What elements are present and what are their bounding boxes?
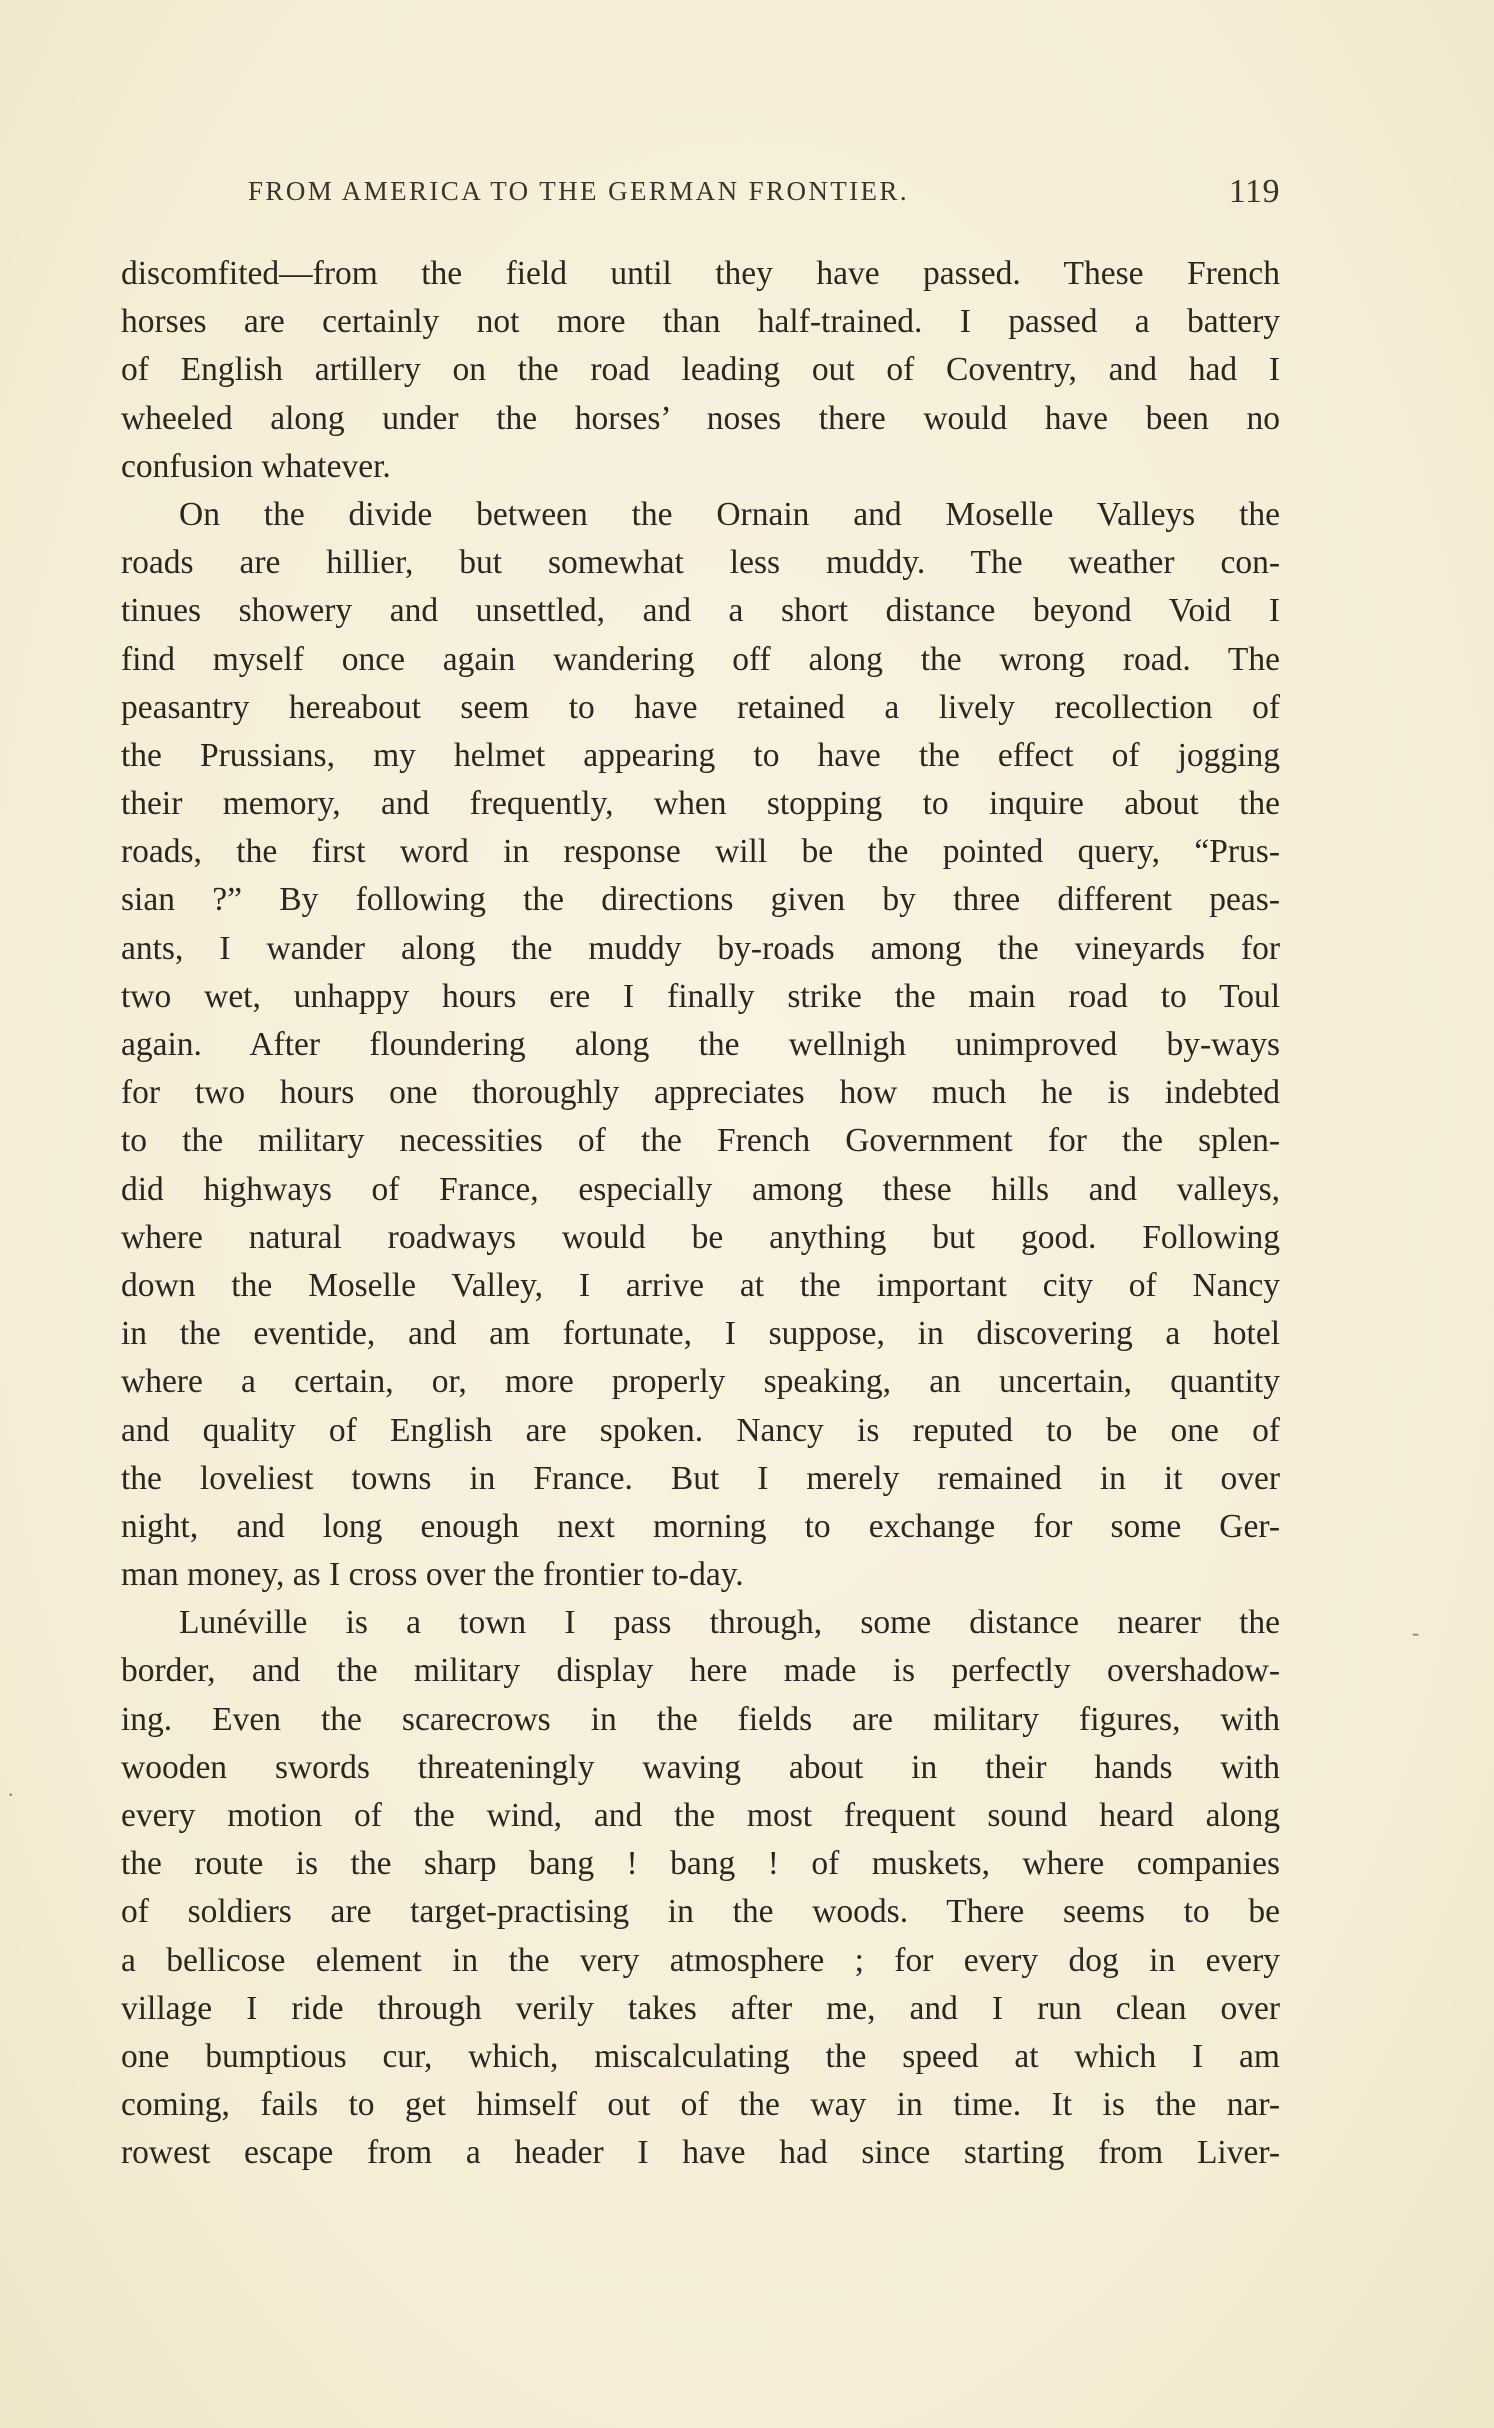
text-line: in the eventide, and am fortunate, I suppose, in discovering a hotel [121, 1315, 1280, 1353]
margin-speck: . [8, 1776, 14, 1801]
text-line: night, and long enough next morning to exchange for some Ger- [121, 1507, 1280, 1545]
text-line: ing. Even the scarecrows in the fields are military figures, with [121, 1700, 1280, 1738]
text-line: On the divide between the Ornain and Moselle Valleys the [179, 495, 1280, 533]
text-line: man money, as I cross over the frontier to-day. [121, 1556, 744, 1594]
text-line: horses are certainly not more than half-trained. I passed a battery [121, 303, 1280, 341]
text-line: of soldiers are target-practising in the woods. There seems to be [121, 1893, 1280, 1931]
page-number: 119 [1228, 173, 1280, 210]
text-line: every motion of the wind, and the most frequent sound heard along [121, 1797, 1280, 1834]
text-line: again. After floundering along the wellnigh unimproved by-ways [121, 1026, 1280, 1063]
text-line: discomfited—from the field until they have passed. These French [121, 255, 1280, 292]
text-line: village I ride through verily takes after me, and I run clean over [121, 1989, 1280, 2027]
text-line: sian ?” By following the directions given by three different peas- [121, 881, 1280, 919]
text-line: confusion whatever. [121, 447, 391, 485]
text-line: the loveliest towns in France. But I merely remained in it over [121, 1459, 1280, 1497]
text-line: the Prussians, my helmet appearing to have the effect of jogging [121, 736, 1280, 774]
text-line: coming, fails to get himself out of the way in time. It is the nar- [121, 2086, 1280, 2124]
text-line: wheeled along under the horses’ noses there would have been no [121, 399, 1280, 437]
text-line: tinues showery and unsettled, and a short distance beyond Void I [121, 592, 1280, 630]
body-text [121, 250, 1280, 2178]
text-line: where natural roadways would be anything but good. Following [121, 1218, 1280, 1256]
text-line: the route is the sharp bang ! bang ! of muskets, where companies [121, 1845, 1280, 1883]
text-line: did highways of France, especially among these hills and valleys, [121, 1170, 1280, 1208]
text-line: ants, I wander along the muddy by-roads among the vineyards for [121, 929, 1280, 967]
text-line: two wet, unhappy hours ere I finally strike the main road to Toul [121, 977, 1280, 1015]
running-head-title: FROM AMERICA TO THE GERMAN FRONTIER. [248, 176, 909, 206]
text-line: and quality of English are spoken. Nancy is reputed to be one of [121, 1411, 1280, 1449]
text-line: of English artillery on the road leading out of Coventry, and had I [121, 351, 1280, 389]
text-line: their memory, and frequently, when stopping to inquire about the [121, 785, 1280, 823]
text-line: where a certain, or, more properly speaking, an uncertain, quantity [121, 1363, 1280, 1401]
running-head [248, 173, 1280, 216]
text-line: rowest escape from a header I have had since starting from Liver- [121, 2134, 1280, 2172]
text-line: border, and the military display here made is perfectly overshadow- [121, 1652, 1280, 1690]
text-line: for two hours one thoroughly appreciates how much he is indebted [121, 1074, 1280, 1112]
text-line: wooden swords threateningly waving about in their hands with [121, 1748, 1280, 1786]
text-line: a bellicose element in the very atmosphere ; for every dog in every [121, 1941, 1280, 1979]
text-line: find myself once again wandering off along the wrong road. The [121, 640, 1280, 678]
margin-speck: - [1412, 1620, 1420, 1645]
text-line: peasantry hereabout seem to have retained a lively recollection of [121, 688, 1280, 726]
text-line: one bumptious cur, which, miscalculating the speed at which I am [121, 2037, 1280, 2075]
text-line: down the Moselle Valley, I arrive at the important city of Nancy [121, 1266, 1280, 1304]
text-line: Lunéville is a town I pass through, some distance nearer the [179, 1604, 1280, 1642]
text-line: to the military necessities of the French Government for the splen- [121, 1122, 1280, 1160]
text-line: roads are hillier, but somewhat less muddy. The weather con- [121, 544, 1280, 582]
text-line: roads, the first word in response will be the pointed query, “Prus- [121, 833, 1280, 871]
